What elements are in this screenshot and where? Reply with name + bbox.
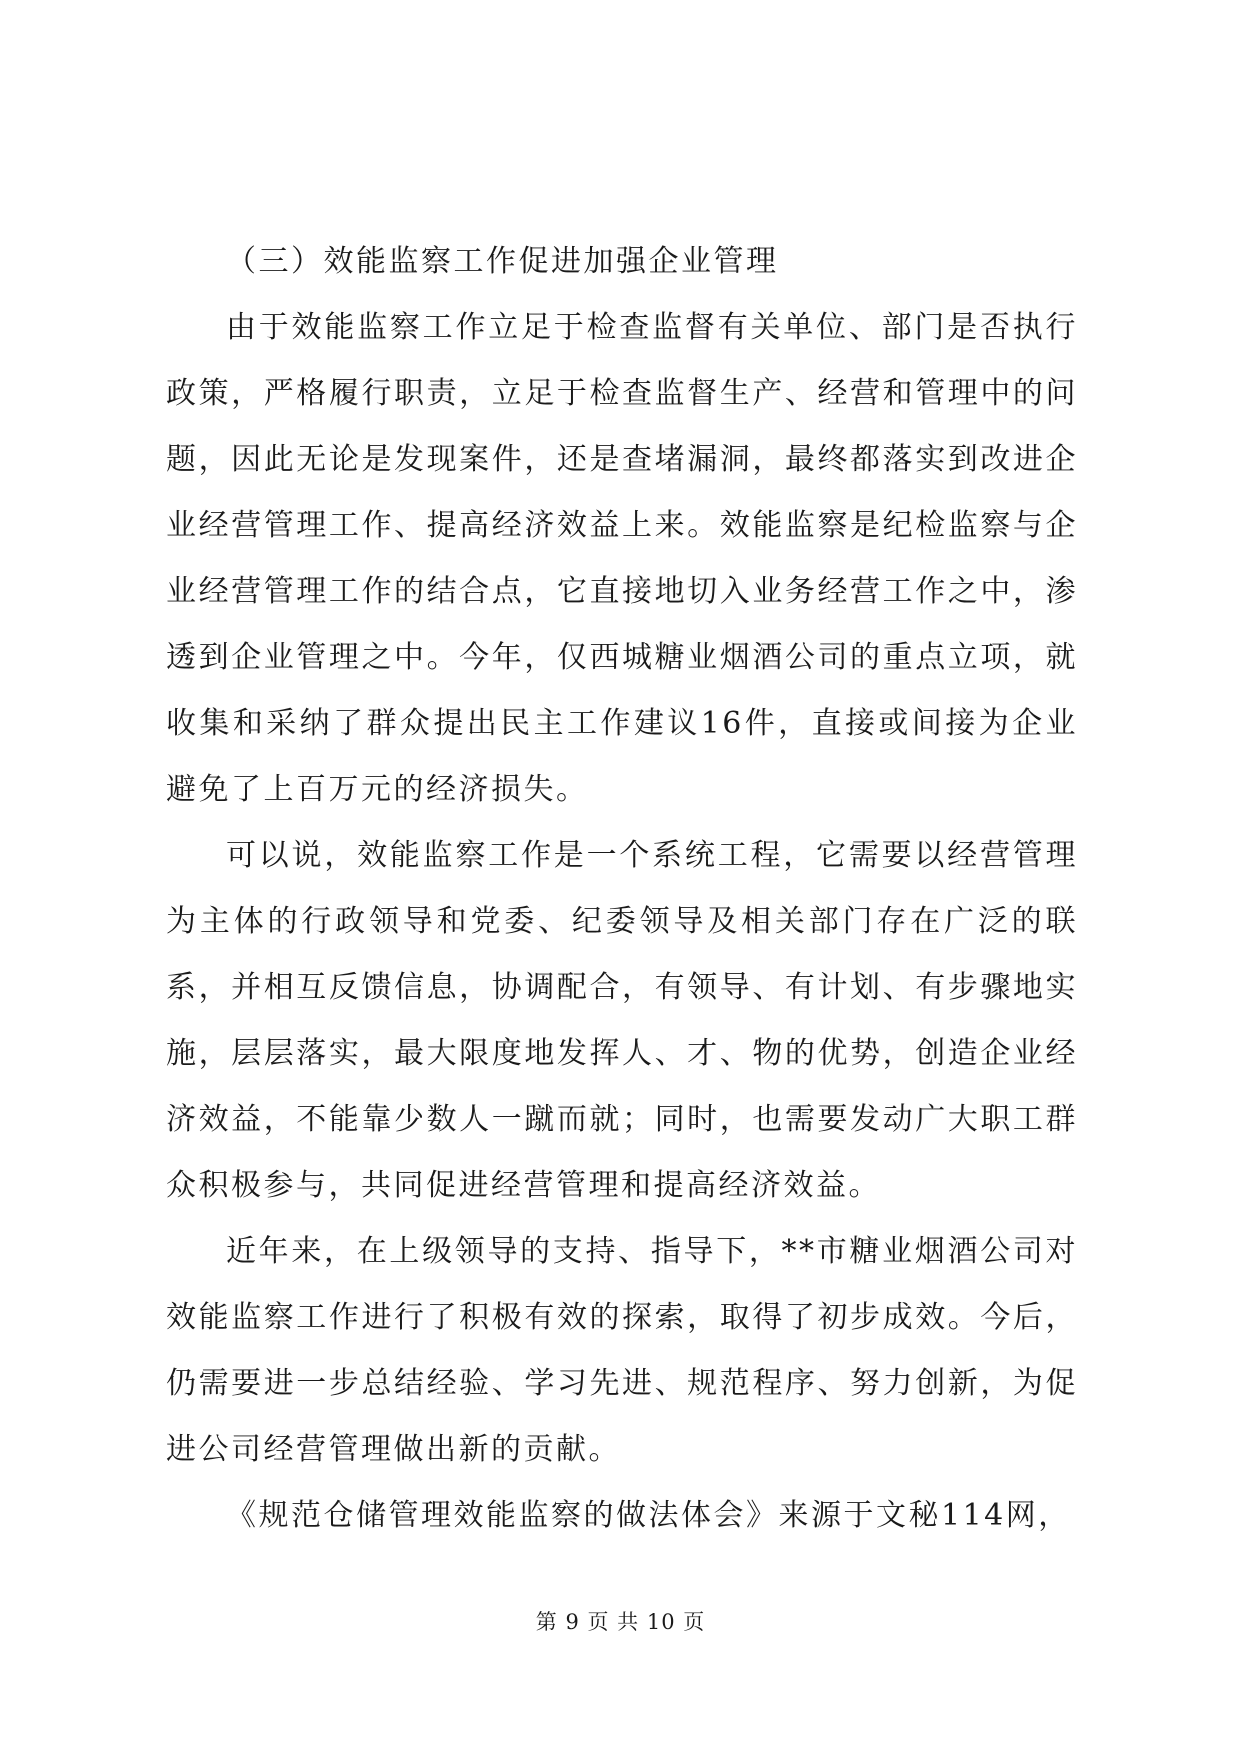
paragraph-2: 可以说，效能监察工作是一个系统工程，它需要以经营管理为主体的行政领导和党委、纪委领导及相关部门存在广泛的联系，并相互反馈信息，协调配合，有领导、有计划、有步骤地实施，层层落实，最大限度地发挥人、才、物的优势，创造企业经济效益，不能靠少数人一蹴而就；同时，也需要发动广大职工群众积极参与，共同促进经营管理和提高经济效益。 <box>166 838 1078 1203</box>
section-heading-text: （三）效能监察工作促进加强企业管理 <box>226 244 779 279</box>
paragraph-3: 近年来，在上级领导的支持、指导下，**市糖业烟酒公司对效能监察工作进行了积极有效的探索，取得了初步成效。今后，仍需要进一步总结经验、学习先进、规范程序、努力创新，为促进公司经营管理做出新的贡献。 <box>166 1234 1078 1467</box>
paragraph-1: 由于效能监察工作立足于检查监督有关单位、部门是否执行政策，严格履行职责，立足于检查监督生产、经营和管理中的问题，因此无论是发现案件，还是查堵漏洞，最终都落实到改进企业经营管理工作、提高经济效益上来。效能监察是纪检监察与企业经营管理工作的结合点，它直接地切入业务经营工作之中，渗透到企业管理之中。今年，仅西城糖业烟酒公司的重点立项，就收集和采纳了群众提出民主工作建议16件，直接或间接为企业避免了上百万元的经济损失。 <box>166 310 1078 807</box>
page-number-footer: 第 9 页 共 10 页 <box>535 1610 706 1634</box>
document-body <box>166 229 1078 1549</box>
section-heading <box>166 229 1078 295</box>
paragraph-4: 《规范仓储管理效能监察的做法体会》来源于文秘114网， <box>226 1498 1071 1533</box>
